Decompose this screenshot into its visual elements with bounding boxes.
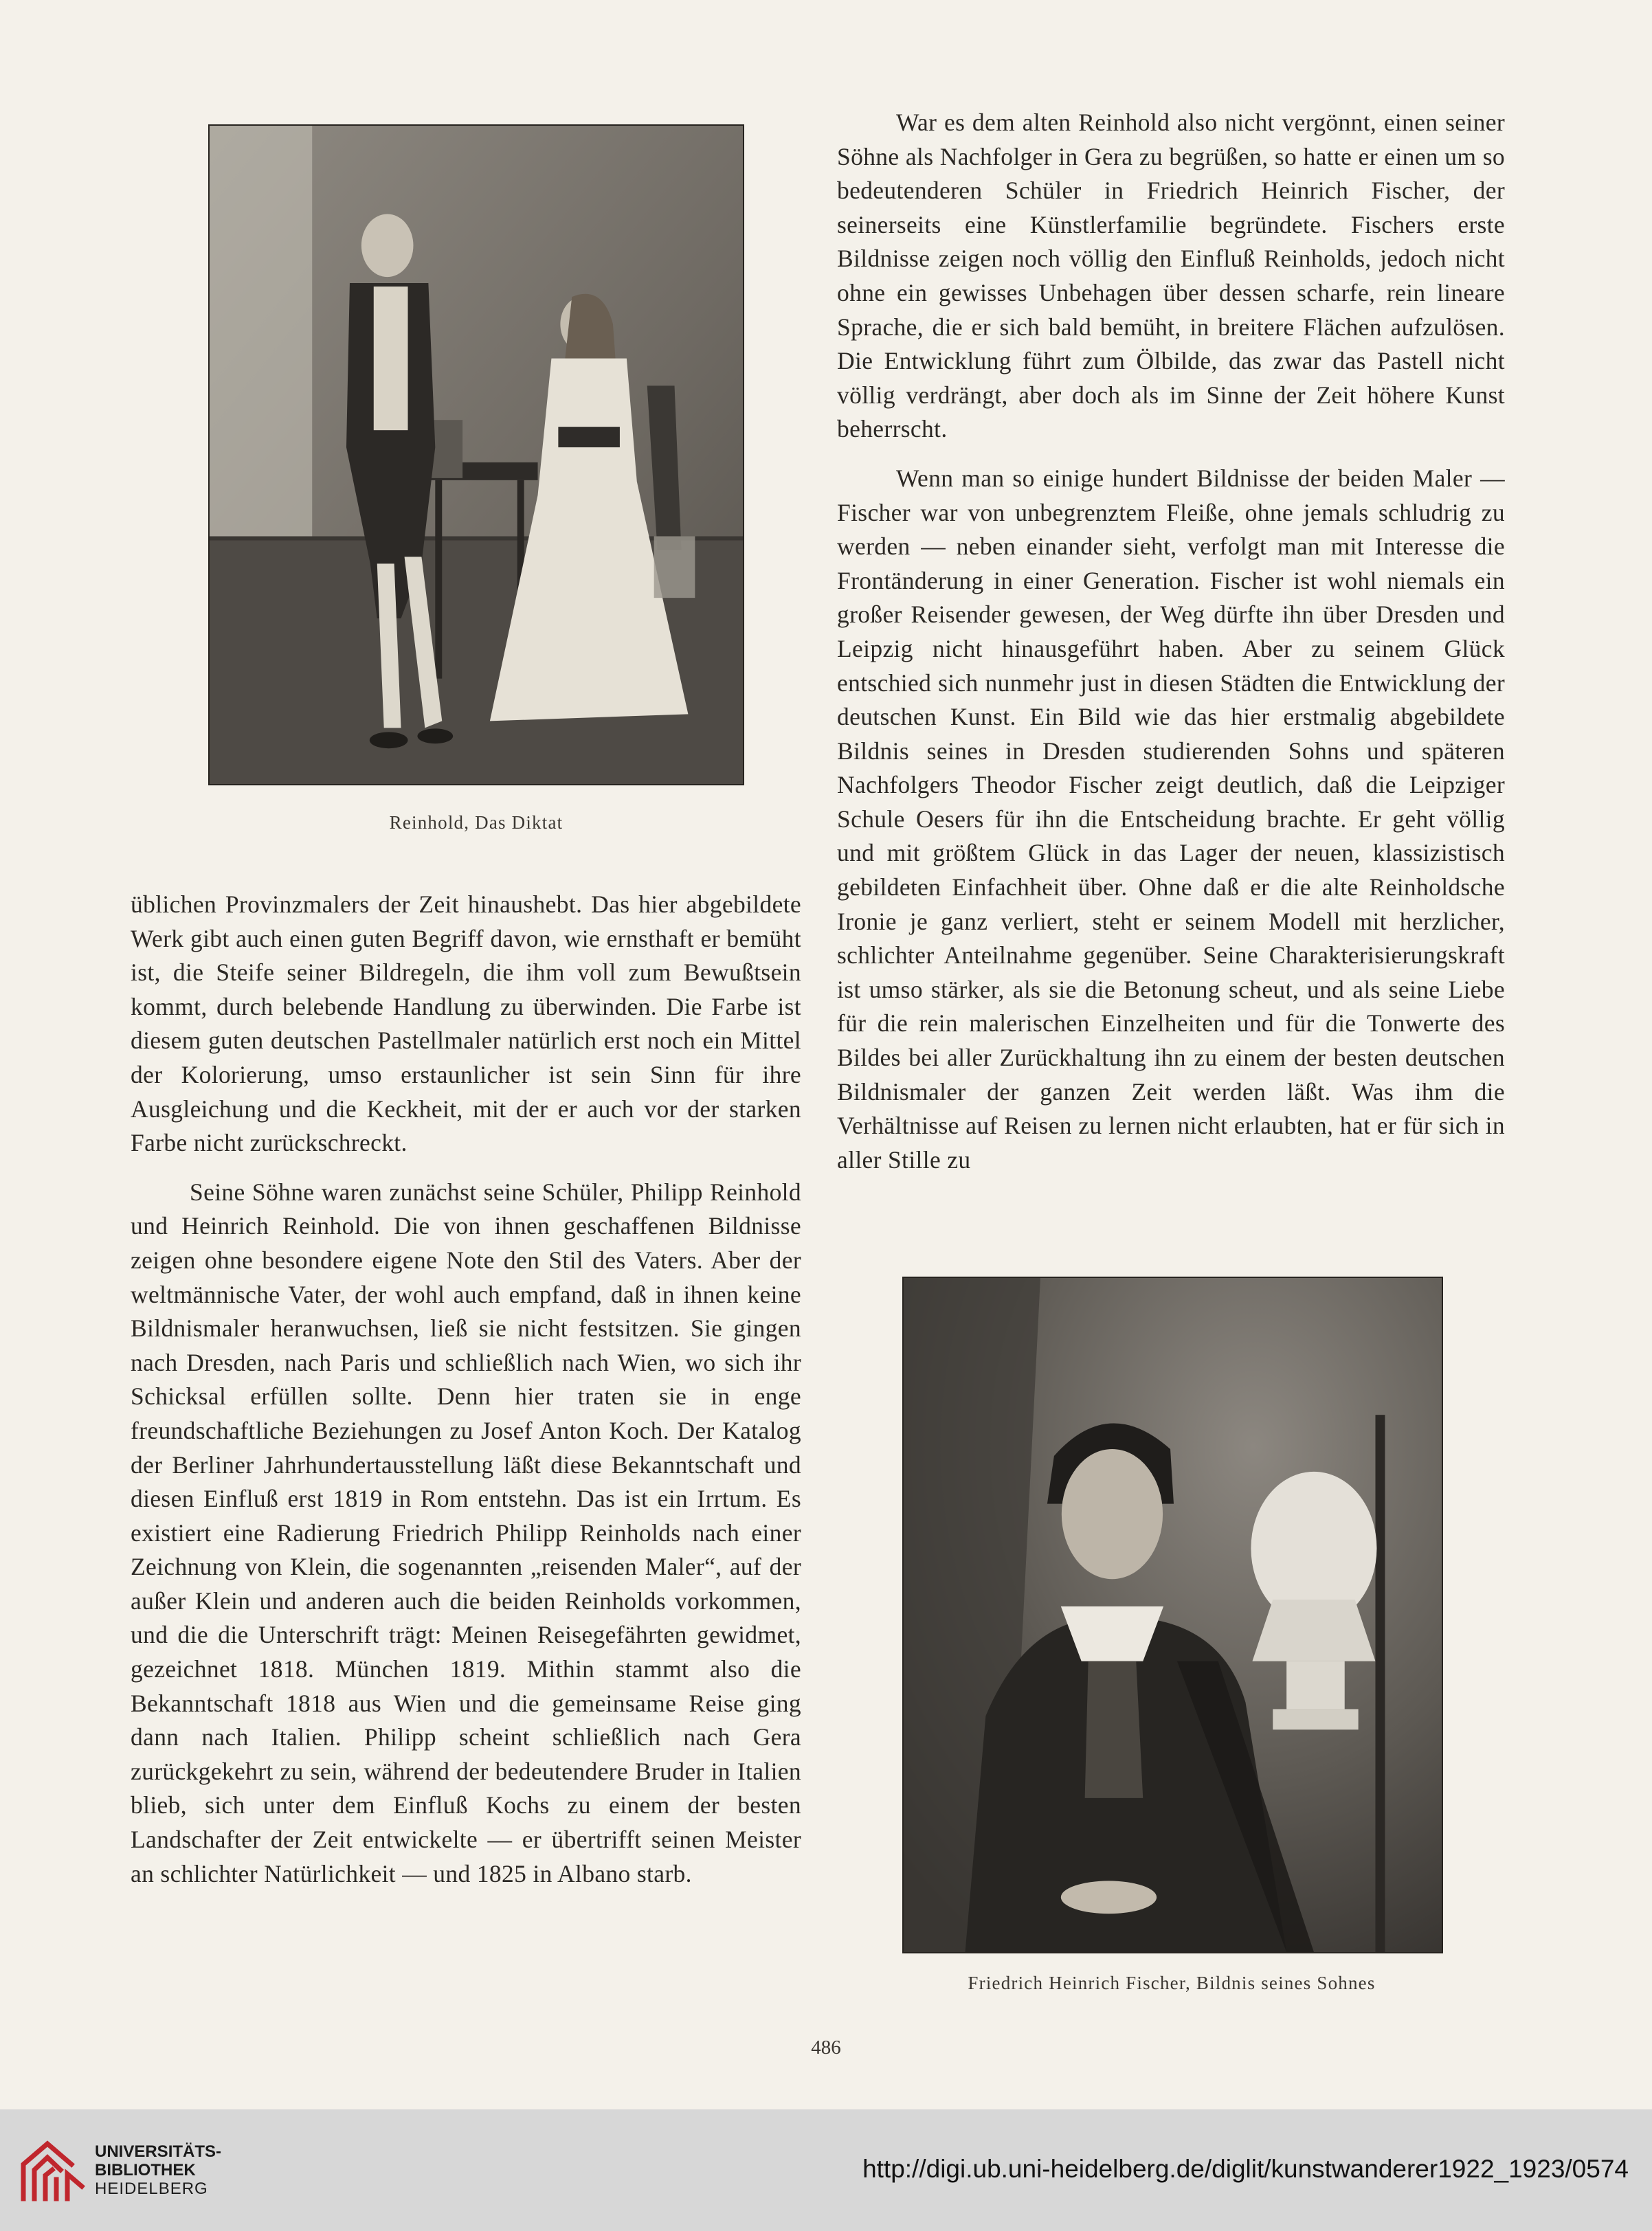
illustration-fischer-portrait (902, 1277, 1443, 1953)
illustration-das-diktat (208, 124, 744, 785)
library-name-line: UNIVERSITÄTS- (95, 2142, 222, 2161)
paragraph: Wenn man so einige hundert Bildnisse der beiden Maler — Fischer war von unbegrenztem Fleiße, ohne jemals schludrig zu werden — neben einander sieht, verfolgt man mit Interesse die Frontänderung in einer Generation. Fischer ist wohl niemals ein großer Reisender gewesen, der Weg dürfte ihn über Dresden und Leipzig nicht hinausgeführt haben. Aber zu seinem Glück entschied sich nunmehr just in diesen Städten die Entwicklung der deutschen Kunst. Ein Bild wie das hier erstmalig abgebildete Bildnis seines in Dresden studierenden Sohns und späteren Nachfolgers Theodor Fischer zeigt deutlich, daß die Leipziger Schule Oesers für ihn die Entscheidung brachte. Er geht völlig und mit größtem Glück in das Lager der neuen, klassizistisch gebildeten Einfachheit über. Ohne daß er die alte Reinholdsche Ironie je ganz verliert, steht er seinem Modell mit herzlicher, schlichter Anteilnahme gegenüber. Seine Charakterisierungskraft ist umso stärker, als sie die Betonung scheut, und als seine Liebe für die rein malerischen Einzelheiten und für die Tonwerte des Bildes bei aller Zurückhaltung ihn zu einem der besten deutschen Bildnismaler der ganzen Zeit werden läßt. Was ihm die Verhältnisse auf Reisen zu lernen nicht erlaubten, hat er für sich in aller Stille zu (837, 464, 1505, 1174)
painting-bildnis-seines-sohnes (904, 1278, 1442, 1952)
library-footer (0, 2109, 1652, 2231)
permalink-url[interactable]: http://digi.ub.uni-heidelberg.de/diglit/kunstwanderer1922_1923/0574 (862, 2155, 1629, 2183)
paragraph: Seine Söhne waren zunächst seine Schüler, Philipp Reinhold und Heinrich Reinhold. Die von ihnen geschaffenen Bildnisse zeigen ohne besondere eigene Note den Stil des Vaters. Aber der weltmännische Vater, der wohl auch empfand, daß in ihnen keine Bildnismaler heranwuchsen, ließ sie nicht festsitzen. Sie gingen nach Dresden, nach Paris und schließlich nach Wien, wo sich ihr Schicksal erfüllen sollte. Denn hier traten sie in enge freundschaftliche Beziehungen zu Josef Anton Koch. Der Katalog der Berliner Jahrhundertausstellung läßt diese Bekanntschaft und diesen Einfluß erst 1819 in Rom entstehn. Das ist ein Irrtum. Es existiert eine Radierung Friedrich Philipp Reinholds nach einer Zeichnung von Klein, die sogenannten „reisenden Maler“, auf der außer Klein und anderen auch die beiden Reinholds vorkommen, und die die Unterschrift trägt: Meinen Reisegefährten gewidmet, gezeichnet 1818. München 1819. Mithin stammt also die Bekanntschaft 1818 aus Wien und die gemeinsame Reise ging dann nach Italien. Philipp scheint schließlich nach Gera zurückgekehrt zu sein, während der bedeutendere Bruder in Italien blieb, sich unter dem Einfluß Kochs zu einem der besten Landschafter der Zeit entwickelte — er übertrifft seinen Meister an schlichter Natürlichkeit — und 1825 in Albano starb. (131, 1178, 801, 1887)
page-number: 486 (811, 2037, 841, 2059)
library-name-line: HEIDELBERG (95, 2179, 208, 2198)
text-column-left (131, 888, 801, 1891)
paragraph: War es dem alten Reinhold also nicht vergönnt, einen seiner Söhne als Nachfolger in Gera zu begrüßen, so hatte er einen um so bedeutenderen Schüler in Friedrich Heinrich Fischer, der seinerseits eine Künstlerfamilie begründete. Fischers erste Bildnisse zeigen noch völlig den Einfluß Reinholds, jedoch nicht ohne ein gewisses Unbehagen über dessen scharfe, rein lineare Sprache, die er sich bald bemüht, in breitere Flächen aufzulösen. Die Entwicklung führt zum Ölbilde, das zwar das Pastell nicht völlig verdrängt, aber doch als im Sinne der Zeit höhere Kunst beherrscht. (837, 109, 1505, 443)
university-library-logo-icon (16, 2137, 92, 2206)
painting-das-diktat (210, 126, 743, 784)
caption-fischer-portrait: Friedrich Heinrich Fischer, Bildnis seines Sohnes (968, 1973, 1376, 1993)
library-name-line: BIBLIOTHEK (95, 2161, 196, 2179)
caption-das-diktat: Reinhold, Das Diktat (389, 812, 563, 833)
library-name (95, 2142, 221, 2198)
text-column-right (837, 106, 1505, 1177)
paragraph: üblichen Provinzmalers der Zeit hinaushebt. Das hier abgebildete Werk gibt auch einen guten Begriff davon, wie ernsthaft er bemüht ist, die Steife seiner Bildregeln, die ihm voll zum Bewußtsein kommt, durch belebende Handlung zu überwinden. Die Farbe ist diesem guten deutschen Pastellmaler natürlich erst noch ein Mittel der Kolorierung, umso erstaunlicher ist sein Sinn für ihre Ausgleichung und die Keckheit, mit der er auch vor der starken Farbe nicht zurückschreckt. (131, 890, 801, 1157)
